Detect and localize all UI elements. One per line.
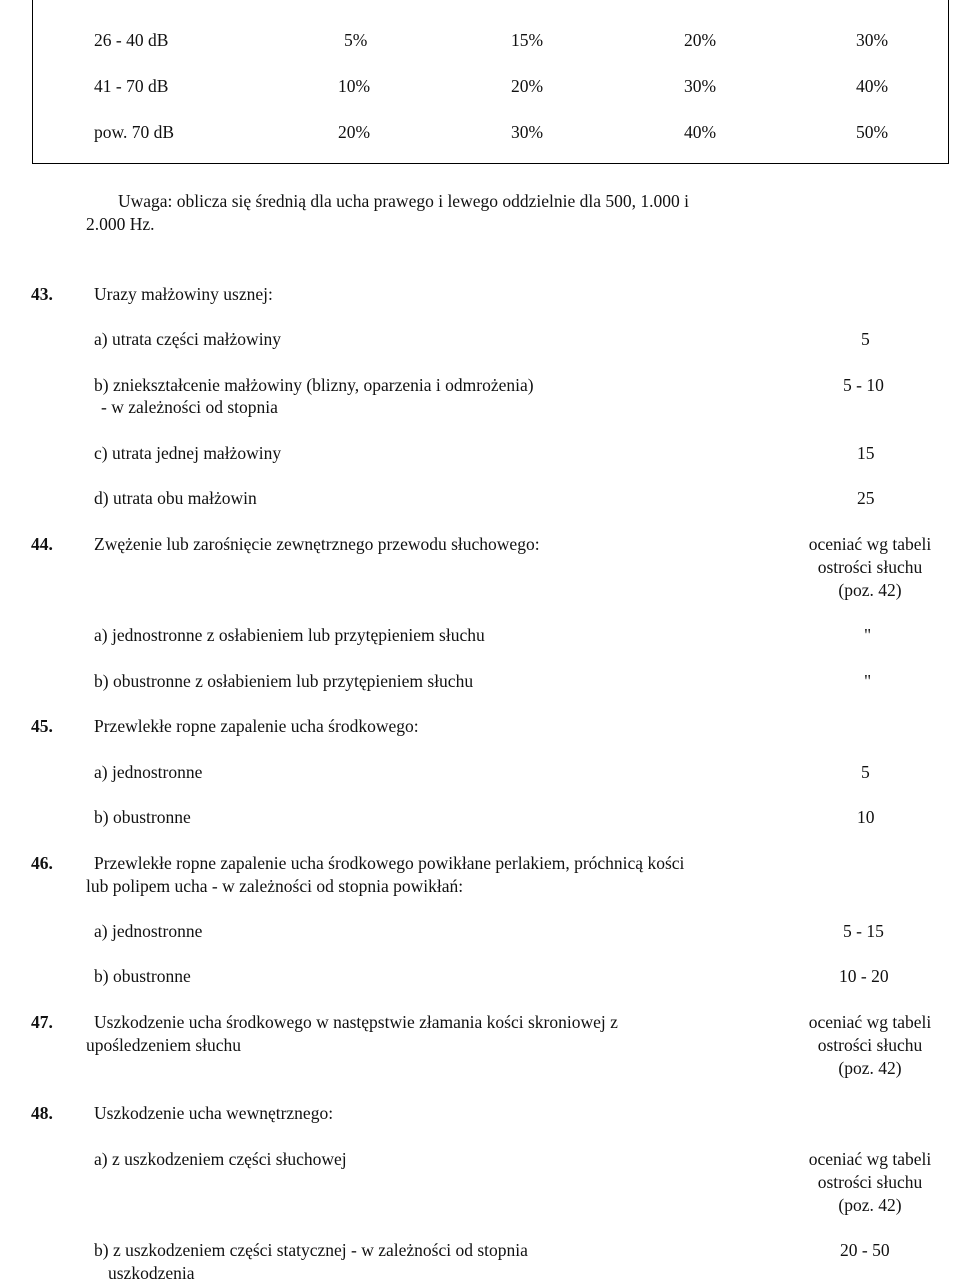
item-value: 5 - 15 <box>843 921 884 941</box>
item-value: oceniać wg tabeli <box>808 1149 932 1169</box>
item-title: Uszkodzenie ucha wewnętrznego: <box>94 1103 334 1123</box>
item-value: 5 - 10 <box>843 375 884 395</box>
item-number: 46. <box>31 853 53 873</box>
item-value: 5 <box>861 329 870 349</box>
note-line: Uwaga: oblicza się średnią dla ucha prawego i lewego oddzielnie dla 500, 1.000 i <box>118 191 689 211</box>
table-cell: 41 - 70 dB <box>94 76 169 96</box>
item-label: b) obustronne <box>94 807 191 827</box>
item-label: uszkodzenia <box>108 1263 195 1283</box>
item-title: Przewlekłe ropne zapalenie ucha środkowego powikłane perlakiem, próchnicą kości <box>94 853 685 873</box>
table-cell: 20% <box>511 76 544 96</box>
item-label: a) z uszkodzeniem części słuchowej <box>94 1149 347 1169</box>
table-cell: 40% <box>684 122 717 142</box>
item-title: Zwężenie lub zarośnięcie zewnętrznego przewodu słuchowego: <box>94 534 540 554</box>
table-cell: 30% <box>511 122 544 142</box>
item-value: 5 <box>861 762 870 782</box>
item-value: 10 - 20 <box>839 966 889 986</box>
item-title: lub polipem ucha - w zależności od stopnia powikłań: <box>86 876 464 896</box>
table-cell: 30% <box>684 76 717 96</box>
item-label: b) obustronne z osłabieniem lub przytępieniem słuchu <box>94 671 474 691</box>
item-value: oceniać wg tabeli <box>808 1012 932 1032</box>
item-value: " <box>864 671 872 691</box>
item-label: - w zależności od stopnia <box>101 397 278 417</box>
item-label: b) obustronne <box>94 966 191 986</box>
item-value: (poz. 42) <box>838 1195 902 1215</box>
item-number: 43. <box>31 284 53 304</box>
item-value: (poz. 42) <box>838 580 902 600</box>
item-value: " <box>864 625 872 645</box>
table-cell: 15% <box>511 30 544 50</box>
item-label: a) jednostronne z osłabieniem lub przytępieniem słuchu <box>94 625 485 645</box>
item-number: 48. <box>31 1103 53 1123</box>
table-cell: 5% <box>344 30 368 50</box>
table-cell: 20% <box>684 30 717 50</box>
item-title: Urazy małżowiny usznej: <box>94 284 273 304</box>
item-number: 44. <box>31 534 53 554</box>
item-value: 10 <box>857 807 875 827</box>
item-label: b) z uszkodzeniem części statycznej - w zależności od stopnia <box>94 1240 528 1260</box>
item-number: 45. <box>31 716 53 736</box>
item-title: Uszkodzenie ucha środkowego w następstwie złamania kości skroniowej z <box>94 1012 618 1032</box>
item-label: a) jednostronne <box>94 921 203 941</box>
item-label: a) utrata części małżowiny <box>94 329 282 349</box>
item-value: 15 <box>857 443 875 463</box>
item-value: ostrości słuchu <box>817 557 923 577</box>
item-title: upośledzeniem słuchu <box>86 1035 242 1055</box>
item-title: Przewlekłe ropne zapalenie ucha środkowego: <box>94 716 419 736</box>
item-value: ostrości słuchu <box>817 1172 923 1192</box>
item-value: 25 <box>857 488 875 508</box>
item-value: oceniać wg tabeli <box>808 534 932 554</box>
item-value: 20 - 50 <box>840 1240 890 1260</box>
table-cell: 50% <box>856 122 889 142</box>
item-value: (poz. 42) <box>838 1058 902 1078</box>
item-number: 47. <box>31 1012 53 1032</box>
table-cell: 26 - 40 dB <box>94 30 169 50</box>
table-cell: pow. 70 dB <box>94 122 175 142</box>
item-label: c) utrata jednej małżowiny <box>94 443 282 463</box>
item-value: ostrości słuchu <box>817 1035 923 1055</box>
table-cell: 30% <box>856 30 889 50</box>
table-cell: 10% <box>338 76 371 96</box>
item-label: a) jednostronne <box>94 762 203 782</box>
note-line: 2.000 Hz. <box>86 214 155 234</box>
table-cell: 40% <box>856 76 889 96</box>
table-cell: 20% <box>338 122 371 142</box>
item-label: d) utrata obu małżowin <box>94 488 257 508</box>
item-label: b) zniekształcenie małżowiny (blizny, oparzenia i odmrożenia) <box>94 375 534 395</box>
